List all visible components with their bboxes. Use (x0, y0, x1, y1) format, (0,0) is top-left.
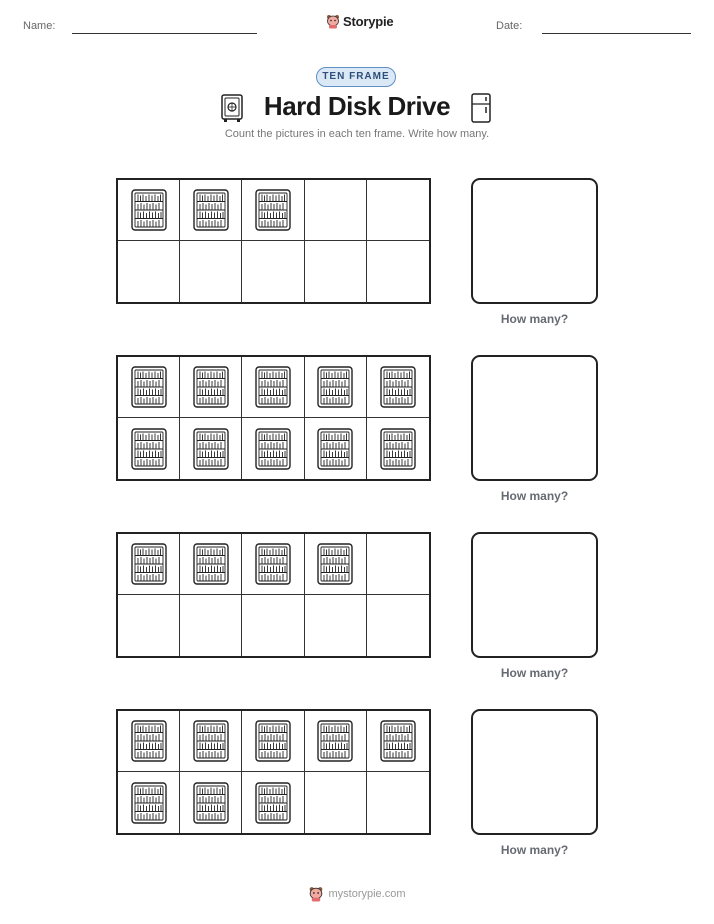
bookshelf-icon (192, 188, 230, 232)
ten-frame-cell (242, 357, 304, 418)
bookshelf-icon (130, 542, 168, 586)
bookshelf-icon (192, 542, 230, 586)
answer-box-3[interactable] (471, 532, 598, 658)
ten-frame-cell (242, 534, 304, 595)
ten-frame-cell (242, 772, 304, 833)
ten-frame-cell (367, 595, 429, 656)
answer-box-4[interactable] (471, 709, 598, 835)
bookshelf-icon (192, 719, 230, 763)
ten-frame-cell (367, 711, 429, 772)
ten-frame-cell (118, 180, 180, 241)
storypie-mascot-icon (308, 885, 324, 902)
bookshelf-icon (316, 365, 354, 409)
bookshelf-icon (254, 365, 292, 409)
ten-frame-cell (180, 595, 242, 656)
ten-frame-cell (305, 595, 367, 656)
ten-frame-cell (242, 180, 304, 241)
ten-frame-cell (118, 418, 180, 479)
ten-frame-cell (180, 711, 242, 772)
ten-frame-4 (116, 709, 431, 835)
ten-frame-cell (305, 357, 367, 418)
bookshelf-icon (192, 781, 230, 825)
bookshelf-icon (254, 719, 292, 763)
ten-frame-cell (367, 241, 429, 302)
ten-frame-cell (242, 418, 304, 479)
ten-frame-cell (367, 418, 429, 479)
brand-name: Storypie (343, 13, 394, 29)
ten-frame-cell (180, 180, 242, 241)
bookshelf-icon (254, 781, 292, 825)
refrigerator-icon (470, 93, 492, 123)
ten-frame-2 (116, 355, 431, 481)
bookshelf-icon (130, 365, 168, 409)
ten-frame-cell (242, 595, 304, 656)
ten-frame-cell (367, 357, 429, 418)
bookshelf-icon (316, 542, 354, 586)
ten-frame-cell (242, 241, 304, 302)
bookshelf-icon (379, 365, 417, 409)
name-field[interactable] (72, 33, 257, 34)
bookshelf-icon (130, 427, 168, 471)
how-many-label-4: How many? (500, 843, 569, 857)
ten-frame-cell (180, 241, 242, 302)
bookshelf-icon (379, 719, 417, 763)
bookshelf-icon (130, 781, 168, 825)
ten-frame-1 (116, 178, 431, 304)
ten-frame-cell (305, 772, 367, 833)
how-many-label-1: How many? (500, 312, 569, 326)
bookshelf-icon (192, 365, 230, 409)
how-many-label-2: How many? (500, 489, 569, 503)
footer (0, 885, 714, 902)
answer-box-1[interactable] (471, 178, 598, 304)
ten-frame-cell (180, 534, 242, 595)
ten-frame-cell (305, 241, 367, 302)
ten-frame-cell (305, 418, 367, 479)
ten-frame-cell (305, 711, 367, 772)
bookshelf-icon (316, 427, 354, 471)
ten-frame-cell (180, 772, 242, 833)
bookshelf-icon (254, 542, 292, 586)
instructions: Count the pictures in each ten frame. Write how many. (224, 128, 490, 140)
date-label: Date: (496, 20, 523, 32)
ten-frame-cell (242, 711, 304, 772)
storypie-mascot-icon (326, 13, 340, 29)
ten-frame-cell (118, 357, 180, 418)
brand-logo (326, 13, 393, 29)
ten-frame-cell (305, 534, 367, 595)
bookshelf-icon (254, 427, 292, 471)
ten-frame-cell (180, 357, 242, 418)
ten-frame-cell (118, 711, 180, 772)
bookshelf-icon (254, 188, 292, 232)
ten-frame-cell (180, 418, 242, 479)
ten-frame-cell (305, 180, 367, 241)
page-title: Hard Disk Drive (263, 91, 451, 121)
worksheet-type-badge: TEN FRAME (316, 67, 396, 87)
bookshelf-icon (192, 427, 230, 471)
answer-box-2[interactable] (471, 355, 598, 481)
name-label: Name: (23, 20, 56, 32)
ten-frame-3 (116, 532, 431, 658)
ten-frame-cell (118, 534, 180, 595)
bookshelf-icon (316, 719, 354, 763)
date-field[interactable] (542, 33, 691, 34)
bookshelf-icon (130, 719, 168, 763)
how-many-label-3: How many? (500, 666, 569, 680)
ten-frame-cell (367, 534, 429, 595)
ten-frame-cell (367, 772, 429, 833)
bookshelf-icon (379, 427, 417, 471)
ten-frame-cell (118, 595, 180, 656)
ten-frame-cell (118, 772, 180, 833)
ten-frame-cell (118, 241, 180, 302)
ten-frame-cell (367, 180, 429, 241)
bookshelf-icon (130, 188, 168, 232)
footer-url: mystorypie.com (328, 887, 406, 900)
